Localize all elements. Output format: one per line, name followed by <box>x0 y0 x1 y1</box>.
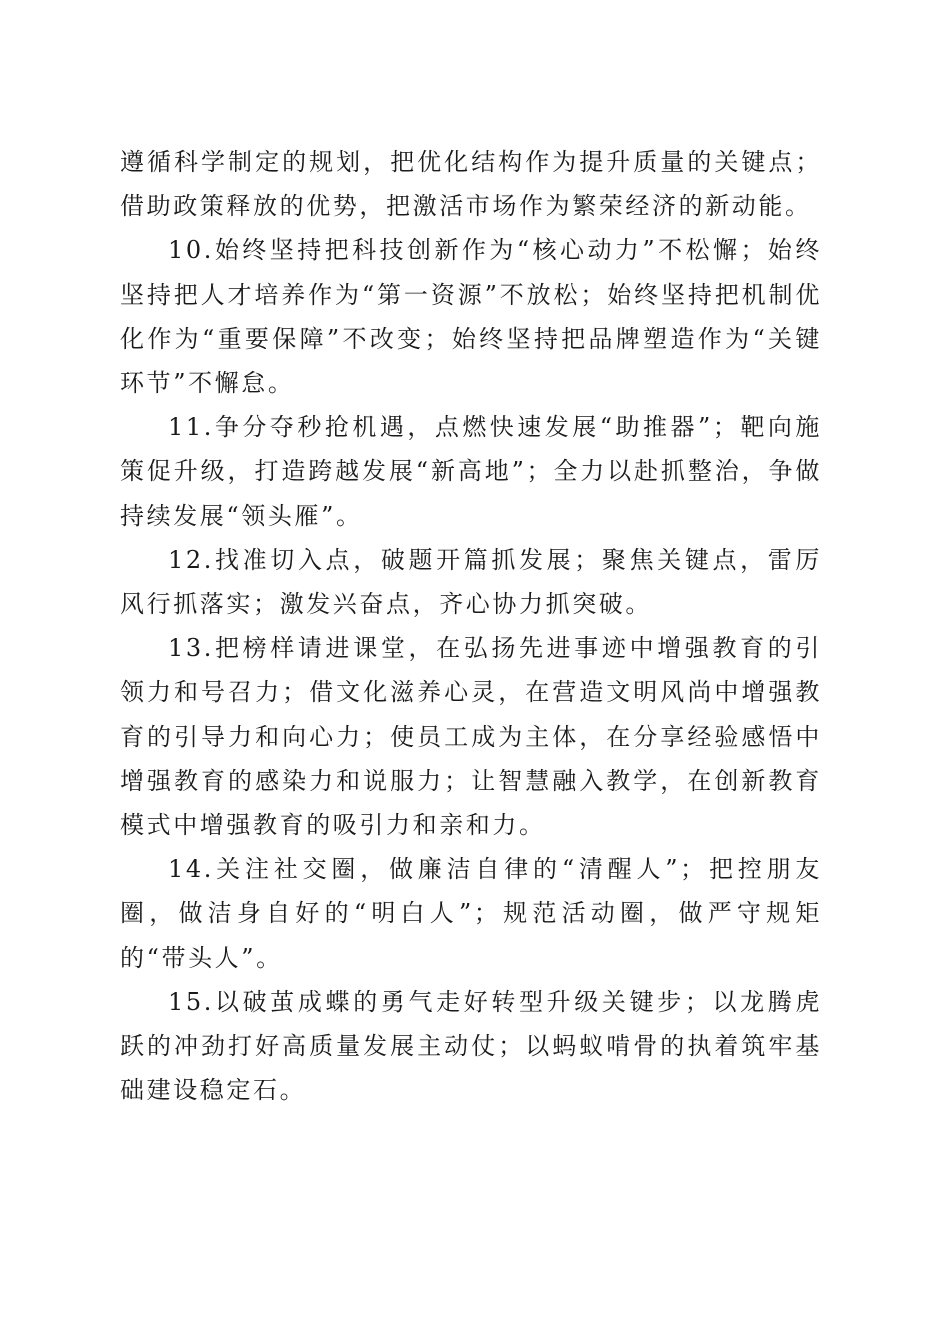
paragraph-10: 10.始终坚持把科技创新作为“核心动力”不松懈；始终坚持把人才培养作为“第一资源”不放松；始终坚持把机制优化作为“重要保障”不改变；始终坚持把品牌塑造作为“关键环节”不懈怠。 <box>120 236 822 398</box>
paragraph-13: 13.把榜样请进课堂，在弘扬先进事迹中增强教育的引领力和号召力；借文化滋养心灵，在营造文明风尚中增强教育的引导力和向心力；使员工成为主体，在分享经验感悟中增强教育的感染力和说服力；让智慧融入教学，在创新教育模式中增强教育的吸引力和亲和力。 <box>120 634 822 840</box>
paragraph-12: 12.找准切入点，破题开篇抓发展；聚焦关键点，雷厉风行抓落实；激发兴奋点，齐心协力抓突破。 <box>120 545 822 619</box>
paragraph-11: 11.争分夺秒抢机遇，点燃快速发展“助推器”；靶向施策促升级，打造跨越发展“新高地”；全力以赴抓整治，争做持续发展“领头雁”。 <box>120 413 822 530</box>
document-page <box>120 140 822 1112</box>
paragraph-intro: 遵循科学制定的规划，把优化结构作为提升质量的关键点；借助政策释放的优势，把激活市场作为繁荣经济的新动能。 <box>120 148 822 221</box>
paragraph-15: 15.以破茧成蝶的勇气走好转型升级关键步；以龙腾虎跃的冲劲打好高质量发展主动仗；以蚂蚁啃骨的执着筑牢基础建设稳定石。 <box>120 987 822 1105</box>
paragraph-14: 14.关注社交圈，做廉洁自律的“清醒人”；把控朋友圈，做洁身自好的“明白人”；规范活动圈，做严守规矩的“带头人”。 <box>120 855 822 972</box>
